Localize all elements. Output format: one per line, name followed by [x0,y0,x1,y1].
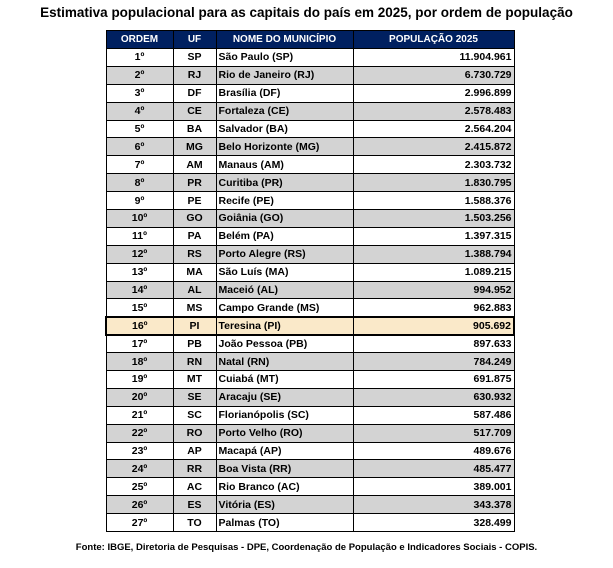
table-row [106,138,514,156]
cell-populacao: 587.486 [353,406,514,424]
cell-municipio: Brasília (DF) [216,84,353,102]
cell-ordem: 9º [106,192,173,210]
table-row [106,281,514,299]
cell-populacao: 485.477 [353,460,514,478]
cell-uf: MA [173,263,216,281]
cell-ordem: 14º [106,281,173,299]
cell-populacao: 691.875 [353,371,514,389]
cell-uf: RR [173,460,216,478]
cell-municipio: Florianópolis (SC) [216,406,353,424]
cell-ordem: 23º [106,442,173,460]
cell-municipio: Natal (RN) [216,353,353,371]
cell-populacao: 11.904.961 [353,49,514,67]
cell-ordem: 4º [106,102,173,120]
cell-populacao: 2.578.483 [353,102,514,120]
cell-ordem: 3º [106,84,173,102]
cell-uf: RJ [173,66,216,84]
cell-municipio: Aracaju (SE) [216,388,353,406]
table-row [106,335,514,353]
cell-municipio: Goiânia (GO) [216,210,353,228]
cell-ordem: 15º [106,299,173,317]
table-row [106,388,514,406]
header-populacao: POPULAÇÃO 2025 [353,31,514,49]
source-note: Fonte: IBGE, Diretoria de Pesquisas - DPE, Coordenação de População e Indicadores Sociais - COPIS. [75,542,538,553]
cell-municipio: Manaus (AM) [216,156,353,174]
table-header [106,31,514,49]
table-row [106,84,514,102]
page-title: Estimativa populacional para as capitais do país em 2025, por ordem de população [40,5,573,20]
table-row [106,66,514,84]
table-row [106,460,514,478]
cell-populacao: 1.388.794 [353,245,514,263]
table-row [106,317,514,335]
cell-uf: MT [173,371,216,389]
cell-municipio: Cuiabá (MT) [216,371,353,389]
cell-populacao: 1.830.795 [353,174,514,192]
cell-uf: RS [173,245,216,263]
cell-municipio: Macapá (AP) [216,442,353,460]
table-row [106,120,514,138]
cell-uf: SE [173,388,216,406]
table-row [106,442,514,460]
cell-municipio: Rio de Janeiro (RJ) [216,66,353,84]
cell-ordem: 17º [106,335,173,353]
cell-uf: PA [173,227,216,245]
cell-populacao: 1.588.376 [353,192,514,210]
cell-municipio: João Pessoa (PB) [216,335,353,353]
cell-municipio: Curitiba (PR) [216,174,353,192]
cell-uf: RN [173,353,216,371]
cell-uf: AP [173,442,216,460]
table-row [106,371,514,389]
cell-populacao: 905.692 [353,317,514,335]
cell-municipio: Rio Branco (AC) [216,478,353,496]
cell-ordem: 16º [106,317,173,335]
cell-uf: PE [173,192,216,210]
cell-ordem: 2º [106,66,173,84]
cell-populacao: 1.503.256 [353,210,514,228]
cell-ordem: 10º [106,210,173,228]
table-row [106,156,514,174]
cell-uf: AC [173,478,216,496]
cell-municipio: Salvador (BA) [216,120,353,138]
table-row [106,496,514,514]
cell-uf: PB [173,335,216,353]
cell-uf: SC [173,406,216,424]
cell-populacao: 489.676 [353,442,514,460]
cell-populacao: 2.303.732 [353,156,514,174]
cell-uf: MG [173,138,216,156]
cell-municipio: Campo Grande (MS) [216,299,353,317]
cell-ordem: 19º [106,371,173,389]
cell-uf: ES [173,496,216,514]
cell-populacao: 2.415.872 [353,138,514,156]
cell-populacao: 6.730.729 [353,66,514,84]
cell-ordem: 24º [106,460,173,478]
cell-uf: SP [173,49,216,67]
table-row [106,192,514,210]
cell-uf: RO [173,424,216,442]
table-row [106,210,514,228]
cell-municipio: São Luís (MA) [216,263,353,281]
cell-ordem: 13º [106,263,173,281]
table-row [106,102,514,120]
cell-ordem: 25º [106,478,173,496]
cell-uf: GO [173,210,216,228]
cell-ordem: 8º [106,174,173,192]
cell-municipio: Maceió (AL) [216,281,353,299]
cell-populacao: 343.378 [353,496,514,514]
table-body [106,49,514,532]
cell-populacao: 517.709 [353,424,514,442]
cell-populacao: 897.633 [353,335,514,353]
cell-municipio: Palmas (TO) [216,514,353,532]
table-row [106,263,514,281]
table-row [106,49,514,67]
cell-municipio: Porto Alegre (RS) [216,245,353,263]
cell-ordem: 11º [106,227,173,245]
cell-uf: AL [173,281,216,299]
table-row [106,227,514,245]
cell-uf: AM [173,156,216,174]
cell-municipio: São Paulo (SP) [216,49,353,67]
cell-municipio: Belém (PA) [216,227,353,245]
cell-uf: PI [173,317,216,335]
cell-uf: TO [173,514,216,532]
cell-populacao: 630.932 [353,388,514,406]
table-row [106,299,514,317]
cell-uf: BA [173,120,216,138]
table-row [106,478,514,496]
cell-populacao: 328.499 [353,514,514,532]
cell-ordem: 1º [106,49,173,67]
header-row [106,31,514,49]
cell-populacao: 2.564.204 [353,120,514,138]
cell-uf: CE [173,102,216,120]
cell-populacao: 962.883 [353,299,514,317]
cell-uf: PR [173,174,216,192]
cell-populacao: 784.249 [353,353,514,371]
cell-populacao: 2.996.899 [353,84,514,102]
table-row [106,353,514,371]
cell-municipio: Porto Velho (RO) [216,424,353,442]
cell-ordem: 6º [106,138,173,156]
cell-ordem: 7º [106,156,173,174]
table-row [106,514,514,532]
cell-uf: DF [173,84,216,102]
cell-populacao: 389.001 [353,478,514,496]
cell-municipio: Boa Vista (RR) [216,460,353,478]
cell-populacao: 994.952 [353,281,514,299]
cell-ordem: 12º [106,245,173,263]
cell-municipio: Belo Horizonte (MG) [216,138,353,156]
cell-ordem: 22º [106,424,173,442]
table-row [106,406,514,424]
cell-ordem: 27º [106,514,173,532]
cell-ordem: 20º [106,388,173,406]
cell-populacao: 1.089.215 [353,263,514,281]
cell-municipio: Vitória (ES) [216,496,353,514]
cell-ordem: 18º [106,353,173,371]
cell-ordem: 5º [106,120,173,138]
cell-municipio: Recife (PE) [216,192,353,210]
header-uf: UF [173,31,216,49]
cell-ordem: 21º [106,406,173,424]
cell-municipio: Teresina (PI) [216,317,353,335]
table-row [106,245,514,263]
table-row [106,174,514,192]
cell-uf: MS [173,299,216,317]
cell-populacao: 1.397.315 [353,227,514,245]
population-table [105,30,515,532]
cell-ordem: 26º [106,496,173,514]
header-municipio: NOME DO MUNICÍPIO [216,31,353,49]
table-row [106,424,514,442]
header-ordem: ORDEM [106,31,173,49]
cell-municipio: Fortaleza (CE) [216,102,353,120]
